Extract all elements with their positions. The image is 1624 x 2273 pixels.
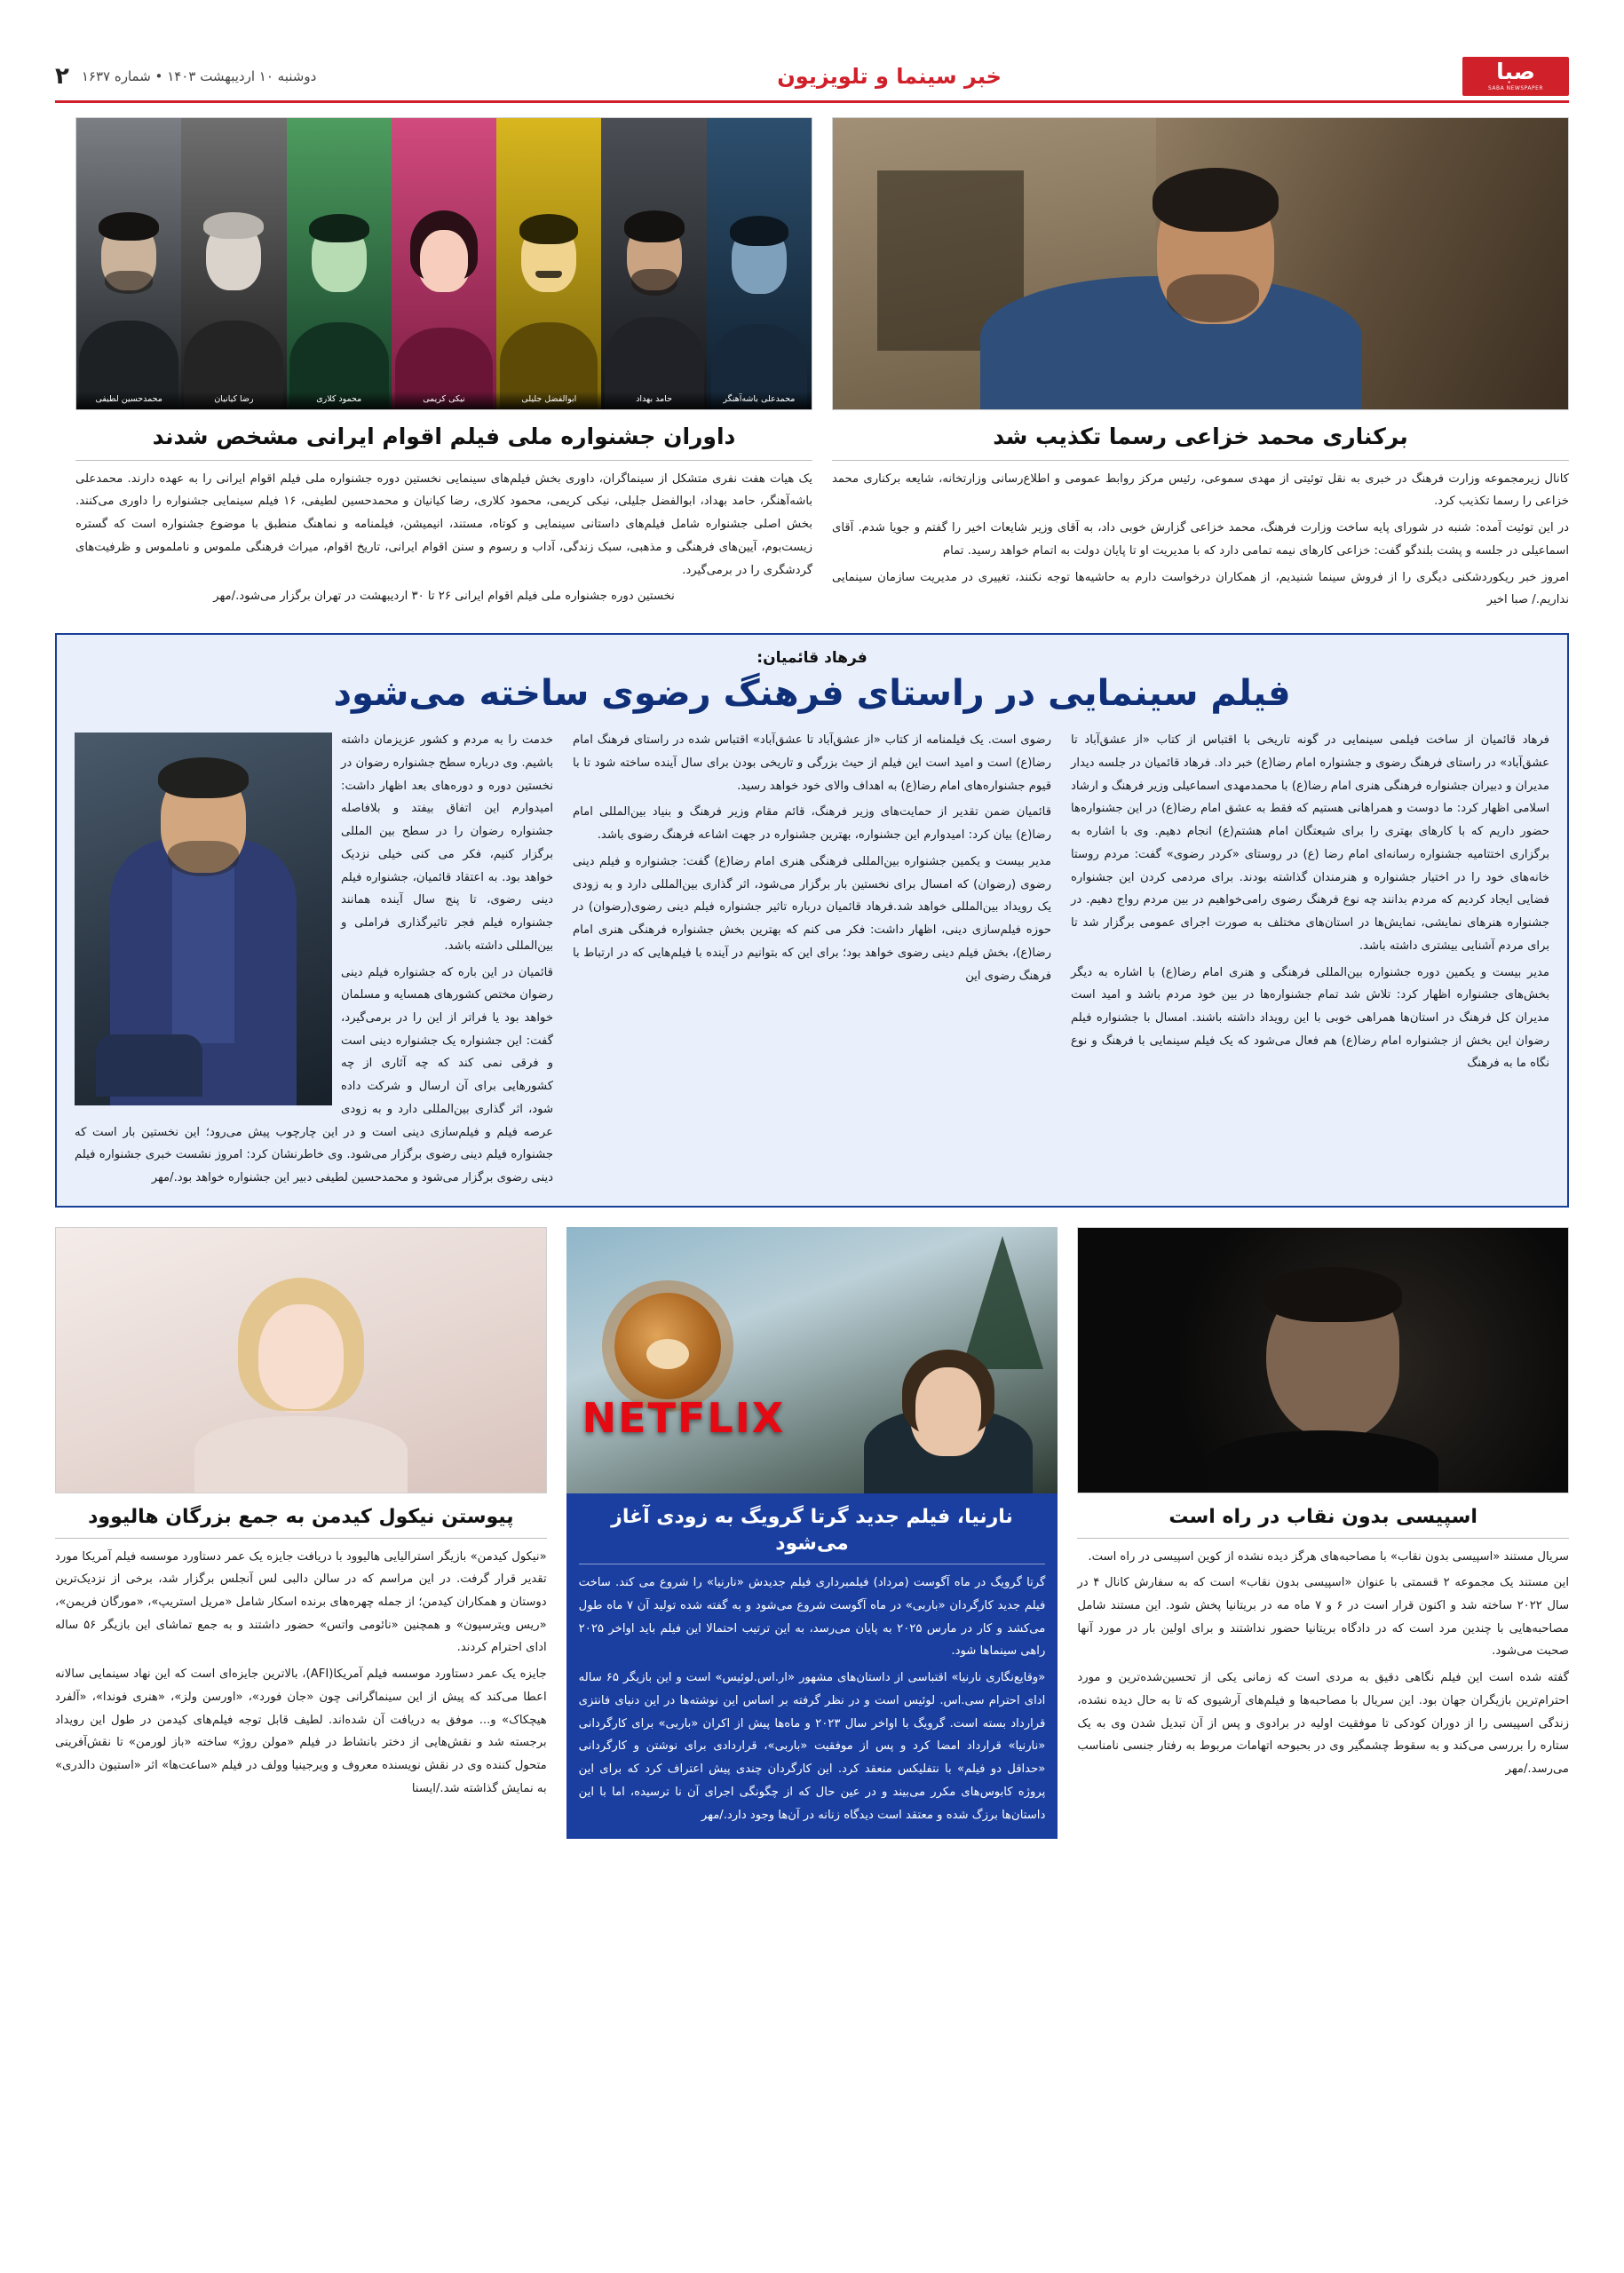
article-spacey (1077, 1227, 1569, 1839)
paragraph: جایزه یک عمر دستاورد موسسه فیلم آمریکا(AFI)، بالاترین جایزه‌ای است که این نهاد سینمایی سالانه اعطا می‌کند که پیش از این سینماگرانی چون «جان فورد»، «اورسن ولز»، «هنری فوندا»، «آلفرد هیچکاک» و... موفق به دریافت آن شده‌اند. لطیف قابل توجه فیلم‌های کیدمن در طول این رویداد برجسته شد و نقش‌هایی از دختر بانشاط در فیلم «مولن روژ» ساخته «باز لورمن» تا نقش‌آفرینی متحول کننده وی در نقش نویسنده معروف و ویرجینیا وولف در فیلم «ساعت‌ها» اثر «استیون دالدری» به نمایش گذاشته شد./ایسنا (54, 1667, 547, 1795)
backdrop-text (72, 1334, 90, 1388)
portrait-niki-karimi (392, 118, 496, 409)
farhad-ghaemian-photo (75, 733, 332, 1105)
article-narnia-headline: نارنیا، فیلم جدید گرتا گرویگ به زودی آغاز می‌شود (611, 1505, 1013, 1555)
page-sheet (55, 51, 1569, 2218)
feature-columns (75, 729, 1549, 1193)
netflix-logo: NETFLIX (582, 1393, 786, 1442)
jury-portraits-strip (75, 117, 812, 410)
paragraph: «نیکول کیدمن» بازیگر استرالیایی هالیوود با دریافت جایزه یک عمر دستاورد موسسه فیلم آمریکا مورد تقدیر قرار گرفت. در این مراسم که در سالن دالبی لس آنجلس برگزار شد، برخی از نزدیک‌ترین دوستان و همکاران کیدمن؛ از جمله چهره‌های برنده اسکار شامل «مریل استریپ»، «مورگان فریمن»، «ریس ویترسپون» و همچنین «نائومی واتس» حضور داشتند و به جمع تماشای این بازیگر ۵۶ ساله ادای احترام کردند. (54, 1549, 547, 1655)
portrait-reza-kianian (181, 118, 286, 409)
portrait-mahmoud-kalari (287, 118, 392, 409)
portrait-mohammadali-basheahang (707, 118, 812, 409)
portrait-caption: رضا کیانیان (181, 392, 286, 409)
article-khazaei-body (832, 468, 1569, 612)
feature-article-ghaemian (55, 633, 1569, 1208)
divider (75, 460, 812, 461)
paragraph: یک هیات هفت نفری متشکل از سینماگران، داوری بخش فیلم‌های سینمایی نخستین دوره جشنواره ملی فیلم اقوام ایرانی را به عهده دارند. محمدعلی باشه‌آهنگر، حامد بهداد، ابوالفضل جلیلی، نیکی کریمی، محمود کلاری، رضا کیانیان و محمدحسین لطیفی، ۱۶ فیلم سینمایی جشنواره را داوری می‌کنند. بخش اصلی جشنواره شامل فیلم‌های داستانی سینمایی و کوتاه، مستند، انیمیشن، فیلمنامه و نماهنگ منطبق با موضوع جشنواره است که گستره زیست‌بوم، آیین‌های فرهنگی و مذهبی، سبک زندگی، آداب و رسوم و سنن اقوام ایرانی، تاریخ اقوام، میراث فرهنگی ملموس و ناملموس و ظرفیت‌های گردشگری را در برمی‌گیرد. (75, 471, 813, 577)
logo-subtitle: SABA NEWSPAPER (1487, 85, 1544, 91)
article-kidman (55, 1227, 547, 1839)
paragraph: گرتا گرویگ در ماه آگوست (مرداد) فیلمبرداری فیلم جدیدش «نارنیا» را شروع می کند. ساخت فیلم جدید کارگردان «باربی» در ماه آگوست شروع می‌شود و به گفته شده تولید آن ۷ ماه طول می‌کشد و کار در مارس ۲۰۲۵ به پایان می‌رسد، به این ترتیب احتمالا این فیلم باید اواخر ۲۰۲۵ راهی سینماها شود. (578, 1576, 1046, 1659)
feature-col-mid (573, 729, 1051, 1193)
paragraph: گفته شده است این فیلم نگاهی دقیق به مردی است که زمانی یکی از تحسین‌شده‌ترین و مورد احترام‌ترین بازیگران جهان بود. این سریال با مصاحبه‌ها و فیلم‌های آرشیوی که تا به حال دیده نشده، زندگی اسپیسی را از دوران کودکی تا موفقیت اولیه در برادوی و پس از آن تبدیل شدن وی به یک ستاره را بررسی می‌کند و به سقوط چشمگیر وی در بحبوحه اتهامات مربوط به رفتار جنسی نامناسب می‌رسد./مهر (1077, 1671, 1569, 1777)
article-kidman-body (55, 1546, 547, 1801)
portrait-caption: نیکی کریمی (392, 392, 496, 409)
feature-kicker: فرهاد قائمیان: (757, 649, 867, 668)
section-title: خبر سینما و تلویزیون (777, 63, 1002, 89)
portrait-caption: ابوالفضل جلیلی (496, 392, 601, 409)
article-spacey-headline: اسپیسی بدون نقاب در راه است (1168, 1505, 1477, 1528)
article-narnia-body (579, 1572, 1046, 1826)
paragraph: امروز خبر ریکوردشکنی دیگری را از فروش سینما شنیدیم، از همکاران درخواست دارم به حاشیه‌ها توجه نکنند، تغییری در مدیریت سازمان سینمایی نداریم./ صبا اخیر (832, 570, 1569, 607)
article-khazaei (832, 117, 1569, 615)
divider (55, 1538, 547, 1539)
article-jury-headline: داوران جشنواره ملی فیلم اقوام ایرانی مشخص شدند (152, 424, 736, 449)
paragraph: در این توئیت آمده: شنبه در شورای پایه ساخت وزارت فرهنگ، محمد خزاعی گزارش خوبی داد، به آقای وزیر شایعات اخیر را گفتم و جویا شدم. آقای اسماعیلی در جلسه و پشت بلندگو گفت: خزاعی کارهای نیمه تمامی دارد که با مدیریت او تا پایان دولت به اتمام خواهد رسید. تمام (832, 521, 1569, 558)
narnia-netflix-poster (566, 1227, 1058, 1493)
issue-date: دوشنبه ۱۰ اردیبهشت ۱۴۰۳ • شماره ۱۶۳۷ (81, 67, 317, 84)
lion-figure (614, 1293, 721, 1399)
article-spacey-body (1077, 1546, 1569, 1781)
paragraph: خدمت را به مردم و کشور عزیزمان داشته باشیم. وی درباره سطح جشنواره رضوان در نخستین دوره و دوره‌های بعد اظهار داشت: امیدوارم این اتفاق بیفتد و بلافاصله جشنواره رضوان را در سطح بین المللی برگزار کنیم، فکر می کنی خیلی نزدیک خواهد بود. به اعتقاد قائمیان، جشنواره فیلم دینی رضوی، تا پنج سال آینده همانند جشنواره فیلم فجر تاثیرگذاری فراملی و بین‌المللی داشته باشد. (341, 733, 553, 953)
newspaper-logo (1462, 57, 1569, 96)
divider (1077, 1538, 1569, 1539)
paragraph: قائمیان ضمن تقدیر از حمایت‌های وزیر فرهنگ، قائم مقام وزیر فرهنگ و بنیاد بین‌المللی امام رضا(ع) بیان کرد: امیدوارم این جشنواره، بهترین جشنواره در جهت اشاعه فرهنگ رضوی باشد. (573, 805, 1051, 843)
mohammad-khazaei-photo (832, 117, 1569, 410)
paragraph: قائمیان در این باره که جشنواره فیلم دینی رضوان مختص کشورهای همسایه و مسلمان خواهد بود یا فراتر از این را در برمی‌گیرد، گفت: این جشنواره یک جشنواره دینی است و فرقی نمی کند که چه آثاری از چه کشورهایی برای آن ارسال و شرکت داده شود، اثر گذاری بین‌المللی دارد و به زودی عرصه فیلم و فیلم‌سازی دینی است و در این چارچوب پیش می‌رود؛ این نخستین بار است که جشنواره فیلم دینی رضوی برگزار می‌شود. وی خاطرنشان کرد: امروز نشست خبری جشنواره فیلم دینی رضوی برگزار می‌شود و محمدحسین لطیفی دبیر این جشنواره خواهد بود./مهر (75, 965, 553, 1185)
article-kidman-headline: پیوستن نیکول کیدمن به جمع بزرگان هالیوود (88, 1505, 514, 1528)
portrait-caption: محمدحسین لطیفی (76, 392, 181, 409)
portrait-caption: محمود کلاری (287, 392, 392, 409)
paragraph: این مستند یک مجموعه ۲ قسمتی با عنوان «اسپیسی بدون نقاب» است که به سفارش کانال ۴ در سال ۲۰۲۲ ساخته شد و اکنون قرار است در ۶ و ۷ ماه مه در بریتانیا پخش شود. این مستند شامل مصاحبه‌هایی با چندین مرد است که در دادگاه بریتانیا حضور نداشتند و برای اولین بار در مورد آنها صحبت می‌شود. (1077, 1576, 1569, 1659)
paragraph: سریال مستند «اسپیسی بدون نقاب» با مصاحبه‌های هرگز دیده نشده از کوین اسپیسی در راه است. (1088, 1549, 1569, 1564)
portrait-hamed-behdad (601, 118, 706, 409)
paragraph: مدیر بیست و یکمین جشنواره بین‌المللی فرهنگی هنری امام رضا(ع) گفت: جشنواره و فیلم دینی رضوی (رضوان) که امسال برای نخستین بار برگزار می‌شود، اثر گذاری بین‌المللی دارد و به زودی یک رویداد بین‌المللی خواهد شد.فرهاد قائمیان درباره تاثیر جشنواره فیلم دینی رضوی(رضوان) در حوزه فیلم‌سازی دینی، اظهار داشت: فکر می کنم که بهترین بخش جشنواره فرهنگی هنری امام رضا(ع)، بخش فیلم دینی رضوی خواهد بود؛ برای این که بتوانیم در آینده با فیلم‌هایی که در ارتباط با فرهنگ رضوی این (573, 854, 1051, 983)
top-articles-row (55, 117, 1569, 615)
masthead-meta (55, 63, 316, 90)
paragraph: کانال زیرمجموعه وزارت فرهنگ در خبری به نقل توئیتی از مهدی سموعی، رئیس مرکز روابط عمومی و اطلاع‌رسانی وزارتخانه، شایعه برکناری محمد خزاعی را رسما تکذیب کرد. (832, 471, 1569, 509)
portrait-caption: حامد بهداد (601, 392, 706, 409)
feature-headline: فیلم سینمایی در راستای فرهنگ رضوی ساخته می‌شود (333, 673, 1291, 715)
feature-col-left (75, 729, 553, 1193)
portrait-mohammadhossein-latifi (76, 118, 181, 409)
article-narnia (566, 1227, 1058, 1839)
article-jury (75, 117, 812, 615)
logo-title: صبا (1496, 59, 1535, 84)
divider (832, 460, 1569, 461)
paragraph: نخستین دوره جشنواره ملی فیلم اقوام ایرانی ۲۶ تا ۳۰ اردیبهشت در تهران برگزار می‌شود./مهر (213, 590, 675, 604)
paragraph: مدیر بیست و یکمین دوره جشنواره بین‌المللی فرهنگی و هنری امام رضا(ع) با اشاره به دیگر بخش‌های جشنواره اظهار کرد: تلاش شد تمام جشنواره‌ها در بین خود مردم باشد و امید است مدیران کل فرهنگ در استان‌ها همراهی خوبی با این رویداد داشته باشند. امسال با جشنواره فیلم رضوان این بخش از جشنواره امام رضا(ع) هم فعال می‌شود که یک فیلم سینمایی با فرهنگ و نوع نگاه ما به فرهنگ (1071, 965, 1549, 1071)
kevin-spacey-photo (1077, 1227, 1569, 1493)
paragraph: فرهاد قائمیان از ساخت فیلمی سینمایی در گونه تاریخی با اقتباس از کتاب «از عشق‌آباد تا عشق‌آباد» در راستای فرهنگ رضوی و جشنواره امام رضا(ع) خبر داد. فرهاد قائمیان در جلسه دیدار مدیران و دبیران جشنواره فرهنگی هنری امام رضا(ع) با محمدمهدی اسماعیلی وزیر فرهنگ و ارشاد اسلامی اظهار کرد: ما دوست و همراهانی هستیم که فقط به عشق امام رضا(ع) در این جشنواره‌ها حضور داریم که با کارهای بهتری را برای شیعتگان امام هشتم(ع) انجام دهیم. وی با اشاره به برگزاری اختتامیه جشنواره رسانه‌ای امام رضا (ع) در روستای «کردر رضوی» گفت: مردم روستا خانه‌های خود را در اختیار جشنواره و هنرمندان گذاشته بودند. برای مردمی کردن این جشنواره فضایی ایجاد کردیم که مردم بدانند چه نوع فرهنگ رضوی رامی‌خواهیم در بین مردم رواج دهیم. در جشنواره هنرهای نمایشی، نمایش‌ها در استان‌های مختلف به صورت اجرای عمومی برگزار شد تا برای مردم آشنایی بیشتری داشته باشد. (1071, 733, 1549, 953)
feature-col-right (1071, 729, 1549, 1193)
nicole-kidman-photo (55, 1227, 547, 1493)
page-number: ۲ (55, 62, 69, 90)
article-khazaei-headline: برکناری محمد خزاعی رسما تکذیب شد (993, 424, 1408, 449)
portrait-caption: محمدعلی باشه‌آهنگر (707, 392, 812, 409)
paragraph: رضوی است. یک فیلمنامه از کتاب «از عشق‌آباد تا عشق‌آباد» اقتباس شده در راستای فرهنگ امام رضا(ع) است و امید است این فیلم از حیث بزرگی و تاریخی بودن برای سال آینده ساخته شود تا با قیوم جشنواره‌های امام رضا(ع) به اهداف والای خود خواهد رسید. (573, 733, 1051, 793)
masthead (55, 51, 1569, 103)
bottom-articles-row (55, 1227, 1569, 1839)
paragraph: «وقایع‌نگاری نارنیا» اقتباسی از داستان‌های مشهور «ار.اس.لوئیس» است و این بازیگر ۶۵ ساله ادای احترام سی.اس. لوئیس است و در نظر گرفته بر اساس این نوشته‌ها در این دنیای فانتزی قرارداد بسته است. گرویگ با اواخر سال ۲۰۲۳ و ماه‌ها پیش از اکران «باربی» برای کارگردانی «نارنیا» قرارداد امضا کرد و پس از موفقیت «باربی»، قراردادی برای نوشتن و کارگردانی «حداقل دو فیلم» با نتفلیکس منعقد کرد. این کارگردان چندی پیش اعتراف کرد که برای این پروژه کابوس‌های مکرر می‌بیند و در عین حال که از چگونگی اجرای آن نا ترسیده، اما با این داستان‌ها برزگ شده و معتقد است دیدگاه زنانه در آن‌ها وجود دارد./مهر (578, 1671, 1046, 1822)
article-jury-body (75, 468, 812, 608)
portrait-abolfazl-jalili (496, 118, 601, 409)
